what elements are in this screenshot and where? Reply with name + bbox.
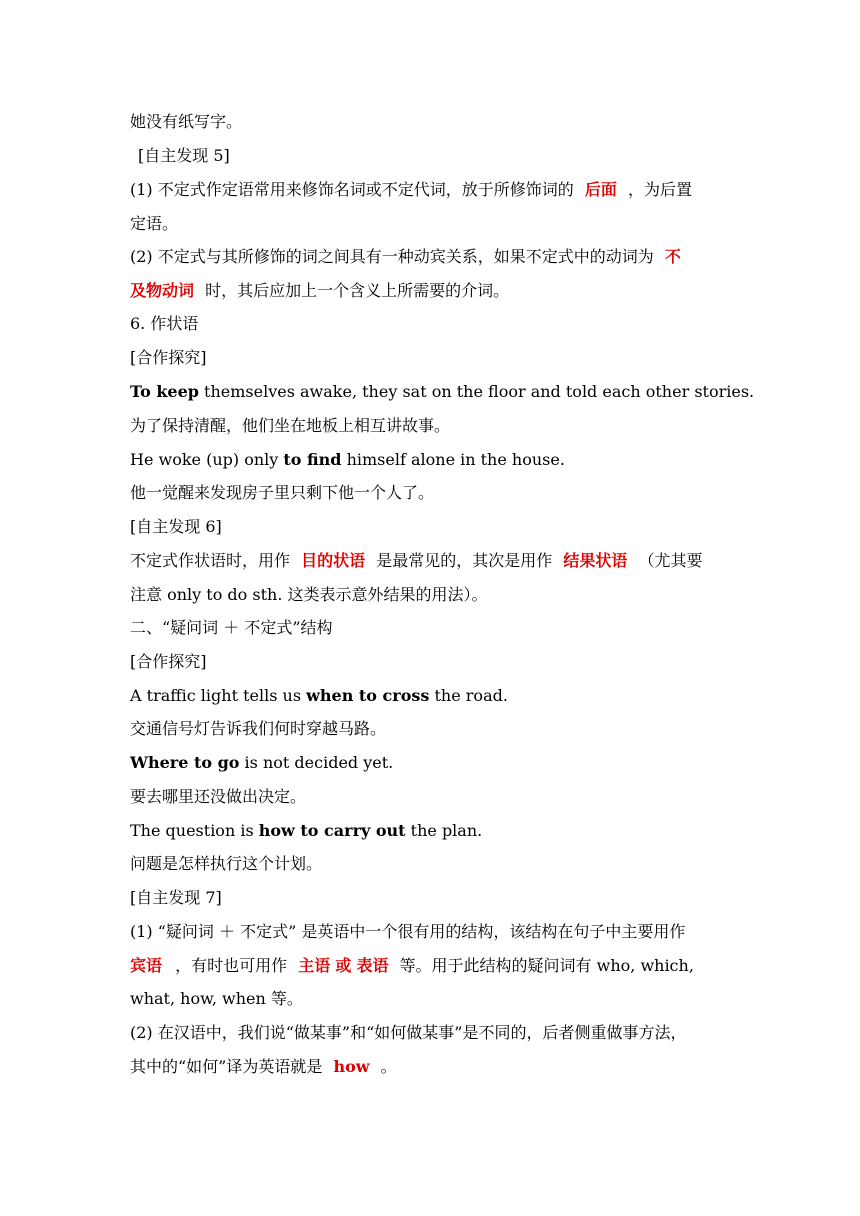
bold-phrase: to find (283, 450, 342, 469)
paragraph-line (130, 955, 730, 977)
example-sentence (130, 685, 730, 707)
example-sentence (130, 381, 755, 403)
translation-line (130, 415, 730, 437)
answer-text: 不 (664, 247, 681, 266)
section-heading (138, 145, 738, 167)
text: 定语。 (130, 214, 179, 233)
translation-line (130, 786, 730, 808)
text: himself alone in the house. (341, 450, 565, 469)
text: [自主发现 7] (130, 888, 222, 907)
text: (1) 不定式作定语常用来修饰名词或不定代词，放于所修饰词的 (130, 180, 574, 199)
section-heading (130, 617, 730, 639)
text: 时，其后应加上一个含义上所需要的介词。 (205, 281, 510, 300)
translation-line (130, 853, 730, 875)
paragraph-line (130, 213, 730, 235)
answer-text: 及物动词 (130, 281, 195, 300)
section-heading (130, 516, 730, 538)
bold-phrase: To keep (130, 382, 199, 401)
text: ，为后置 (627, 180, 692, 199)
answer-text: 或 (335, 956, 352, 975)
answer-text: 宾语 (130, 956, 163, 975)
example-sentence (130, 752, 730, 774)
section-heading (130, 651, 730, 673)
text: 为了保持清醒，他们坐在地板上相互讲故事。 (130, 416, 451, 435)
answer-text: 结果状语 (563, 551, 628, 570)
bold-phrase: Where to go (130, 753, 240, 772)
paragraph-line (130, 988, 730, 1010)
text: 等。用于此结构的疑问词有 who, which, (399, 956, 694, 975)
paragraph-line (130, 921, 730, 943)
text: （尤其要 (638, 551, 703, 570)
text: themselves awake, they sat on the floor and told each other stories. (198, 382, 755, 401)
text: [合作探究] (130, 348, 207, 367)
bold-phrase: how to carry out (258, 821, 406, 840)
text: 要去哪里还没做出决定。 (130, 787, 307, 806)
text: 其中的“如何”译为英语就是 (130, 1057, 323, 1076)
text: [自主发现 5] (138, 146, 230, 165)
paragraph-line (130, 550, 730, 572)
answer-text: how (333, 1057, 370, 1076)
section-heading (130, 347, 730, 369)
answer-text: 目的状语 (301, 551, 366, 570)
paragraph-line (130, 584, 730, 606)
answer-text: 主语 (298, 956, 331, 975)
section-heading (130, 313, 730, 335)
text: (2) 不定式与其所修饰的词之间具有一种动宾关系，如果不定式中的动词为 (130, 247, 654, 266)
bold-phrase: when to cross (306, 686, 430, 705)
text: 是最常见的，其次是用作 (376, 551, 553, 570)
text: the road. (429, 686, 508, 705)
translation-line (130, 718, 730, 740)
text: 不定式作状语时，用作 (130, 551, 291, 570)
text: 问题是怎样执行这个计划。 (130, 854, 323, 873)
example-sentence (130, 449, 730, 471)
text: 。 (380, 1057, 397, 1076)
text: the plan. (405, 821, 483, 840)
answer-text: 表语 (356, 956, 389, 975)
text: The question is (130, 821, 259, 840)
text: 注意 only to do sth. 这类表示意外结果的用法）。 (130, 585, 488, 604)
paragraph-line (130, 280, 730, 302)
text: is not decided yet. (239, 753, 394, 772)
text: 二、“疑问词 ＋ 不定式”结构 (130, 618, 333, 637)
text: [自主发现 6] (130, 517, 222, 536)
text: what, how, when 等。 (130, 989, 303, 1008)
example-sentence (130, 820, 730, 842)
text: 她没有纸写字。 (130, 112, 243, 131)
text: (1) “疑问词 ＋ 不定式” 是英语中一个很有用的结构，该结构在句子中主要用作 (130, 922, 686, 941)
paragraph-line (130, 111, 730, 133)
text: A traffic light tells us (130, 686, 307, 705)
text: 6. 作状语 (130, 314, 199, 333)
text: ，有时也可用作 (175, 956, 288, 975)
text: He woke (up) only (130, 450, 284, 469)
paragraph-line (130, 1056, 730, 1078)
text: [合作探究] (130, 652, 207, 671)
text: 他一觉醒来发现房子里只剩下他一个人了。 (130, 483, 435, 502)
paragraph-line (130, 246, 730, 268)
paragraph-line (130, 179, 730, 201)
section-heading (130, 887, 730, 909)
answer-text: 后面 (584, 180, 617, 199)
translation-line (130, 482, 730, 504)
text: (2) 在汉语中，我们说“做某事”和“如何做某事”是不同的，后者侧重做事方法， (130, 1023, 687, 1042)
text: 交通信号灯告诉我们何时穿越马路。 (130, 719, 387, 738)
paragraph-line (130, 1022, 730, 1044)
